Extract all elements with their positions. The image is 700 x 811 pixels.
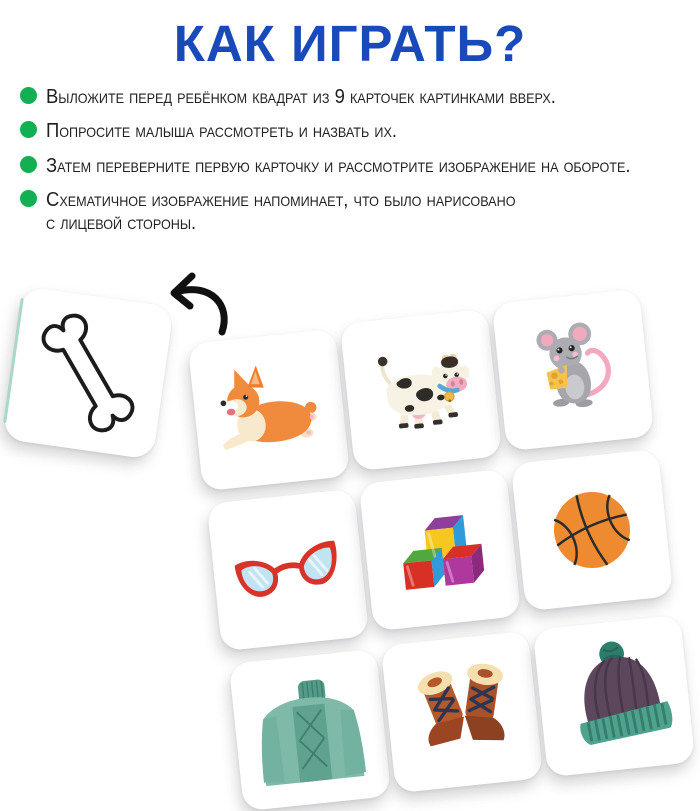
card-mouse	[492, 289, 655, 452]
instruction-text: Схематичное изображение напоминает, что было нарисовано с лицевой стороны.	[46, 188, 516, 235]
flip-arrow-icon	[156, 268, 236, 342]
basketball-illustration	[529, 467, 654, 592]
dog-illustration	[206, 347, 331, 472]
card-basketball	[511, 449, 674, 612]
sweater-illustration	[247, 667, 372, 792]
card-hat	[533, 615, 696, 778]
card-sweater	[229, 649, 392, 811]
cow-illustration	[358, 327, 483, 452]
card-boots	[381, 631, 544, 794]
blocks-illustration	[377, 487, 502, 612]
cards-area	[0, 14, 700, 714]
card-cow	[340, 309, 503, 472]
card-dog	[188, 329, 351, 492]
mouse-illustration	[510, 307, 635, 432]
instruction-text: Затем переверните первую карточку и рассмотрите изображение на обороте.	[46, 153, 631, 177]
instruction-text: Выложите перед ребёнком квадрат из 9 карточек картинками вверх.	[46, 85, 556, 108]
page-title: КАК ИГРАТЬ?	[173, 15, 527, 72]
glasses-illustration	[225, 507, 350, 632]
card-blocks	[359, 469, 522, 632]
hat-illustration	[551, 633, 676, 758]
bone-outline-icon	[17, 302, 159, 444]
card-bone	[2, 286, 174, 460]
instruction-page	[0, 14, 700, 714]
instruction-text: Попросите малыша рассмотреть и назвать их.	[46, 119, 397, 143]
card-glasses	[207, 489, 370, 652]
boots-illustration	[399, 649, 524, 774]
